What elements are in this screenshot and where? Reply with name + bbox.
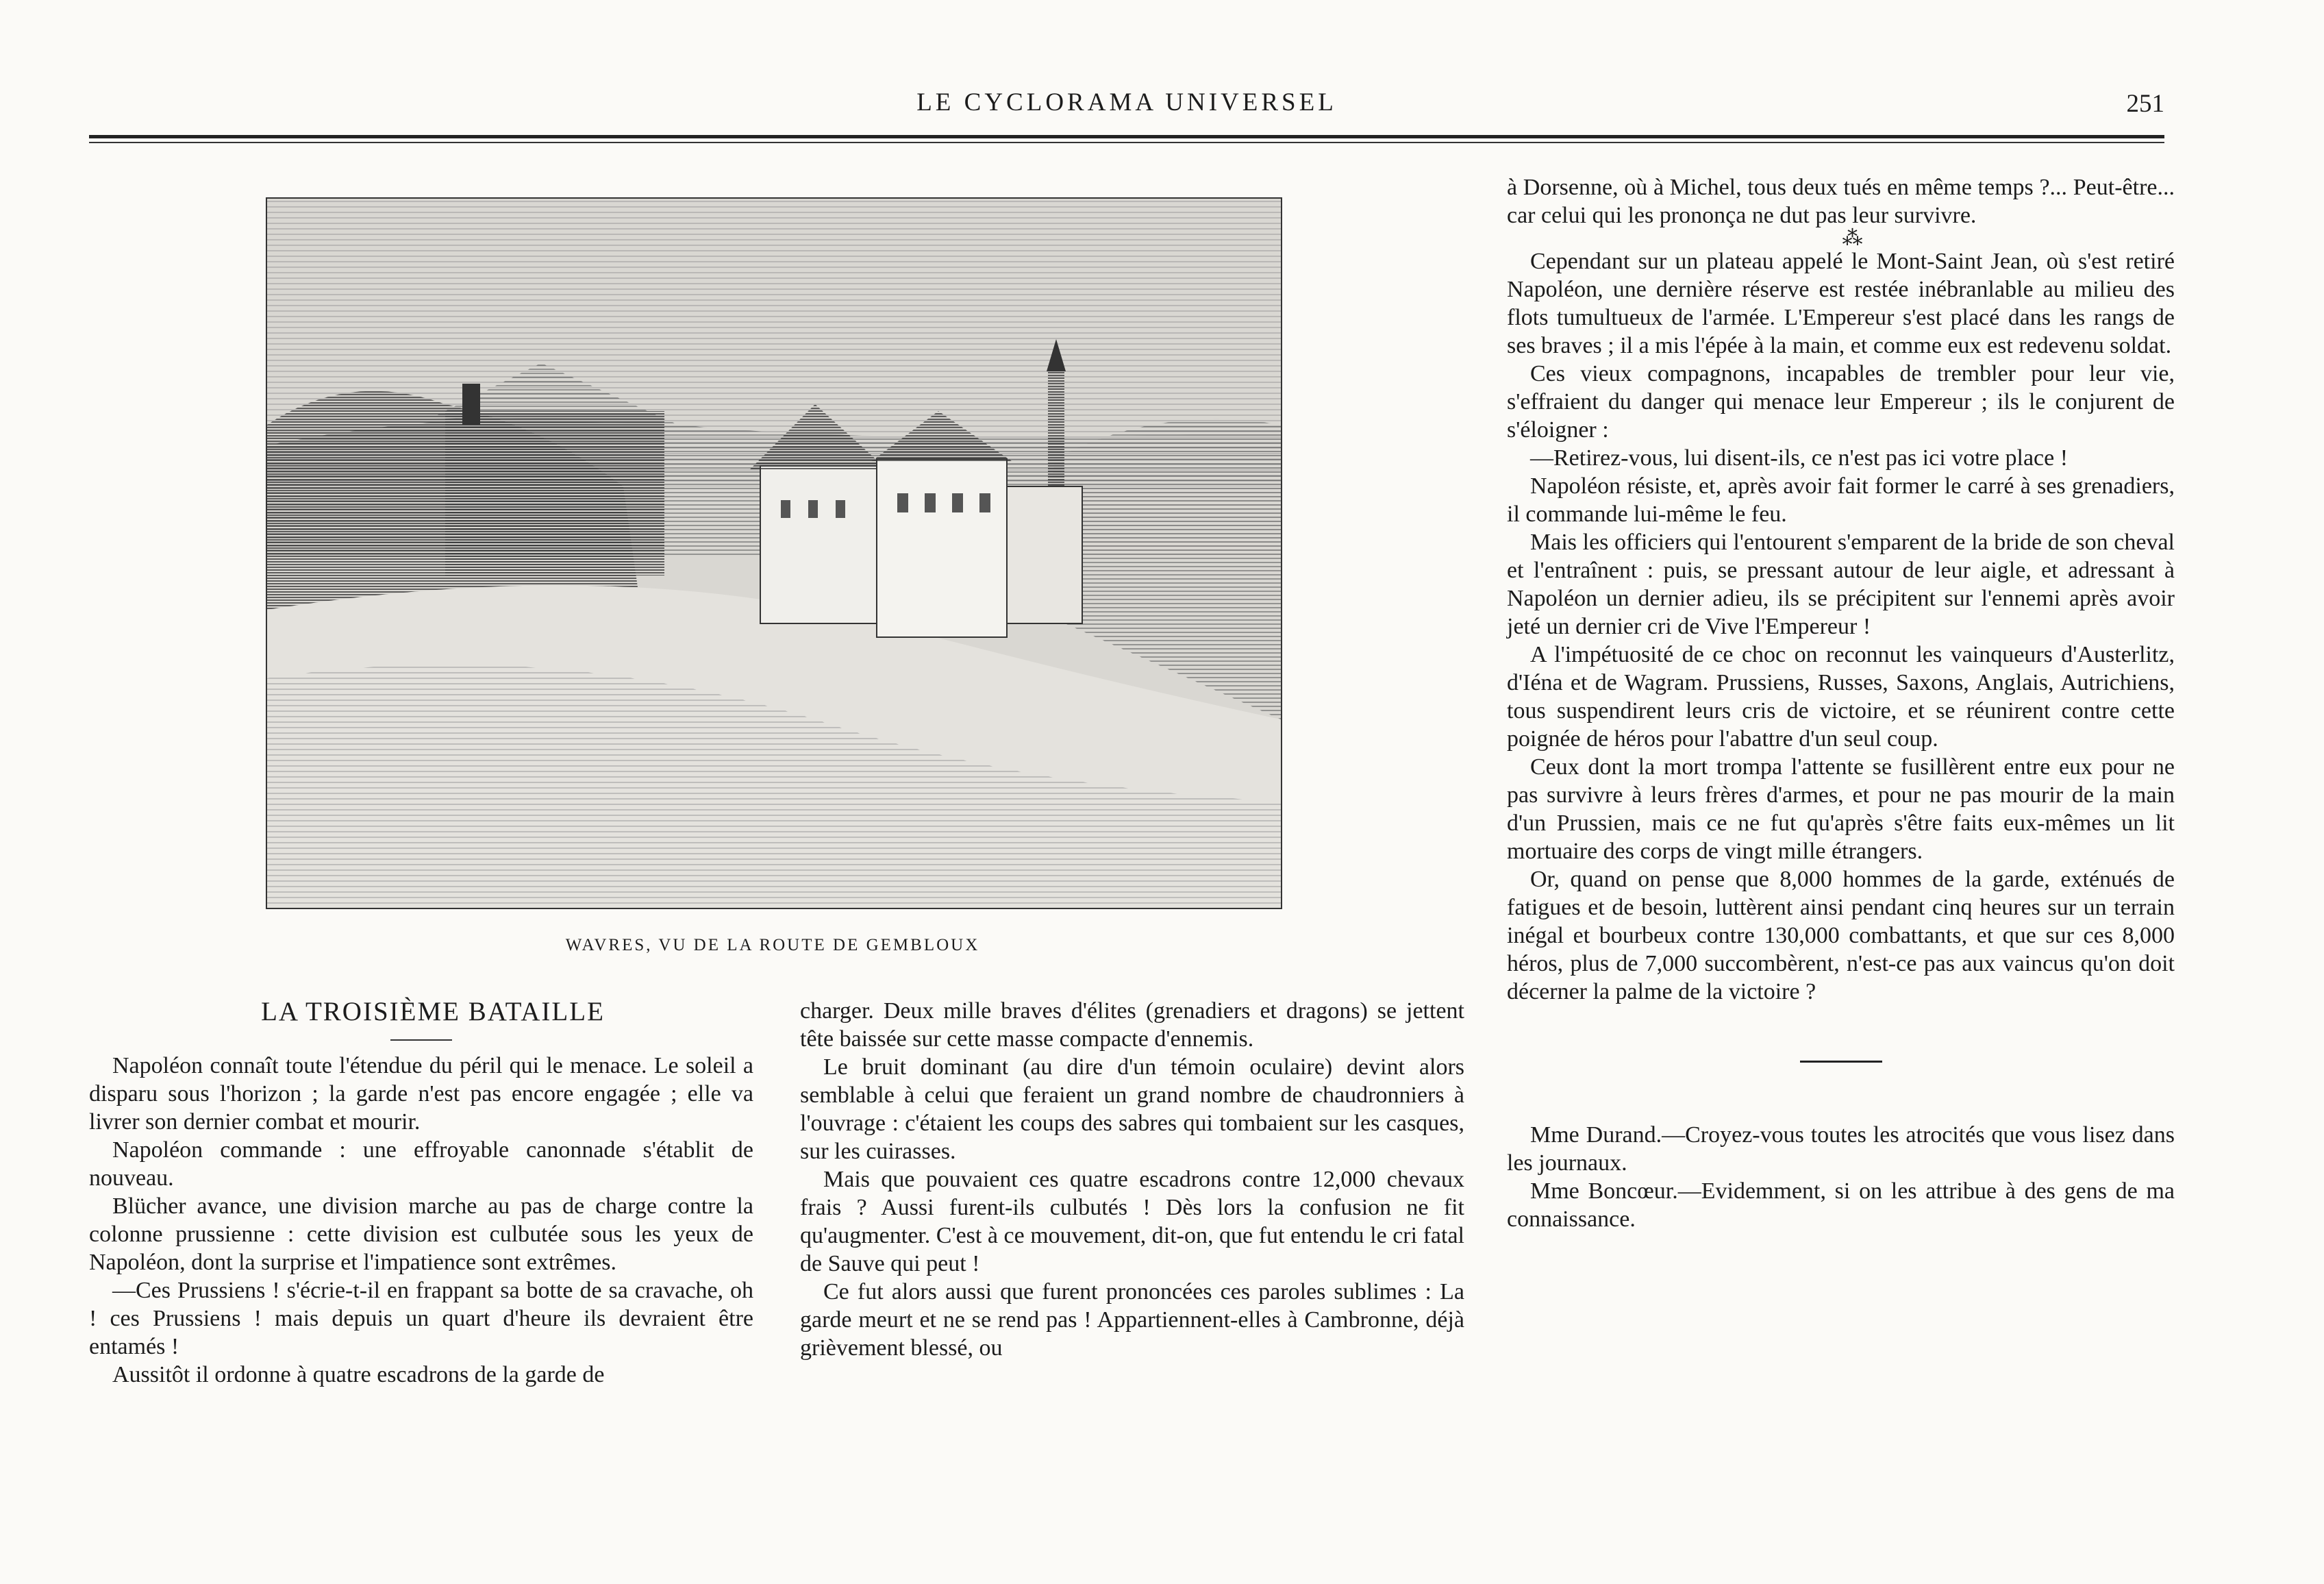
- paragraph: Blücher avance, une division marche au pas de charge contre la colonne prussienne : cette division est culbutée sous les yeux de Napoléon, dont la surprise et l'impatience sont extrêmes.: [89, 1193, 753, 1275]
- engraving-image: [267, 199, 1281, 908]
- paragraph: Cependant sur un plateau appelé le Mont-Saint Jean, où s'est retiré Napoléon, une dernière réserve est restée inébranlable au milieu des flots tumultueux de l'armée. L'Empereur s'est placé dans les rangs de ses braves ; il a mis l'épée à la main, et comme eux est redevenu soldat.: [1507, 249, 2175, 358]
- engraving-illustration: [266, 197, 1282, 909]
- asterism: ⁂: [1842, 227, 1863, 249]
- paragraph: —Retirez-vous, lui disent-ils, ce n'est pas ici votre place !: [1530, 445, 2069, 471]
- dialogue-line: Mme Boncœur.—Evidemment, si on les attribue à des gens de ma connaissance.: [1507, 1178, 2175, 1232]
- page-header: [89, 81, 2164, 122]
- section-end-rule: [1800, 1061, 1882, 1063]
- page-number: 251: [2126, 90, 2164, 118]
- paragraph: Ces vieux compagnons, incapables de trembler pour leur vie, s'effraient du danger qui menace leur Empereur ; ils le conjurent de s'éloigner :: [1507, 361, 2175, 443]
- header-rule: [89, 135, 2164, 138]
- paragraph: Mais les officiers qui l'entourent s'emparent de la bride de son cheval et l'entraînent : puis, se pressant autour de leur aigle, et adressant à Napoléon un dernier adieu, ils se précipitent sur l'ennemi après avoir jeté un dernier cri de Vive l'Empereur !: [1507, 530, 2175, 639]
- paragraph: —Ces Prussiens ! s'écrie-t-il en frappant sa botte de sa cravache, oh ! ces Prussiens ! mais depuis un quart d'heure ils devraient être entamés !: [89, 1278, 753, 1359]
- column-1: [89, 997, 753, 1389]
- column-2: [800, 997, 1464, 1362]
- paragraph: Napoléon connaît toute l'étendue du péril qui le menace. Le soleil a disparu sous l'horizon ; la garde n'est pas encore engagée ; elle va livrer son dernier combat et mourir.: [89, 1053, 753, 1135]
- dialogue-section: [1507, 1121, 2175, 1233]
- journal-title: LE CYCLORAMA UNIVERSEL: [916, 88, 1337, 116]
- paragraph: Le bruit dominant (au dire d'un témoin oculaire) devint alors semblable à celui que feraient un grand nombre de chaudronniers à l'ouvrage : c'étaient les coups des sabres qui tombaient sur les casques, sur les cuirasses.: [800, 1054, 1464, 1164]
- paragraph: Napoléon résiste, et, après avoir fait former le carré à ses grenadiers, il commande lui-même le feu.: [1507, 473, 2175, 527]
- illustration-caption: WAVRES, VU DE LA ROUTE DE GEMBLOUX: [565, 936, 980, 954]
- paragraph: à Dorsenne, où à Michel, tous deux tués en même temps ?... Peut-être... car celui qui les prononça ne dut pas leur survivre.: [1507, 175, 2175, 228]
- column-3: [1507, 173, 2175, 1233]
- paragraph: A l'impétuosité de ce choc on reconnut les vainqueurs d'Austerlitz, d'Iéna et de Wagram. Prussiens, Russes, Saxons, Anglais, Autrichiens, tous suspendirent leurs cris de victoire, et se réunirent contre cette poignée de héros pour l'abattre d'un seul coup.: [1507, 642, 2175, 752]
- paragraph: Napoléon commande : une effroyable canonnade s'établit de nouveau.: [89, 1137, 753, 1191]
- paragraph: charger. Deux mille braves d'élites (grenadiers et dragons) se jettent tête baissée sur cette masse compacte d'ennemis.: [800, 998, 1464, 1052]
- title-rule: [390, 1039, 452, 1041]
- paragraph: Aussitôt il ordonne à quatre escadrons de la garde de: [112, 1362, 605, 1387]
- dialogue-line: Mme Durand.—Croyez-vous toutes les atrocités que vous lisez dans les journaux.: [1507, 1122, 2175, 1176]
- paragraph: Ce fut alors aussi que furent prononcées ces paroles sublimes : La garde meurt et ne se rend pas ! Appartiennent-elles à Cambronne, déjà grièvement blessé, ou: [800, 1279, 1464, 1361]
- paragraph: Or, quand on pense que 8,000 hommes de la garde, exténués de fatigues et de besoin, luttèrent ainsi pendant cinq heures sur un terrain inégal et bourbeux contre 130,000 combattants, et que sur ces 8,000 héros, plus de 7,000 succombèrent, n'est-ce pas aux vaincus qu'on doit décerner la palme de la victoire ?: [1507, 867, 2175, 1004]
- paragraph: Mais que pouvaient ces quatre escadrons contre 12,000 chevaux frais ? Aussi furent-ils culbutés ! Dès lors la confusion ne fit qu'augmenter. C'est à ce mouvement, dit-on, que fut entendu le cri fatal de Sauve qui peut !: [800, 1167, 1464, 1276]
- header-rule-thin: [89, 142, 2164, 143]
- paragraph: Ceux dont la mort trompa l'attente se fusillèrent entre eux pour ne pas survivre à leurs frères d'armes, et pour ne pas mourir de la main d'un Prussien, mais ce ne fut qu'après s'être faits eux-mêmes un lit mortuaire des corps de vingt mille étrangers.: [1507, 754, 2175, 864]
- article-title: LA TROISIÈME BATAILLE: [261, 997, 605, 1026]
